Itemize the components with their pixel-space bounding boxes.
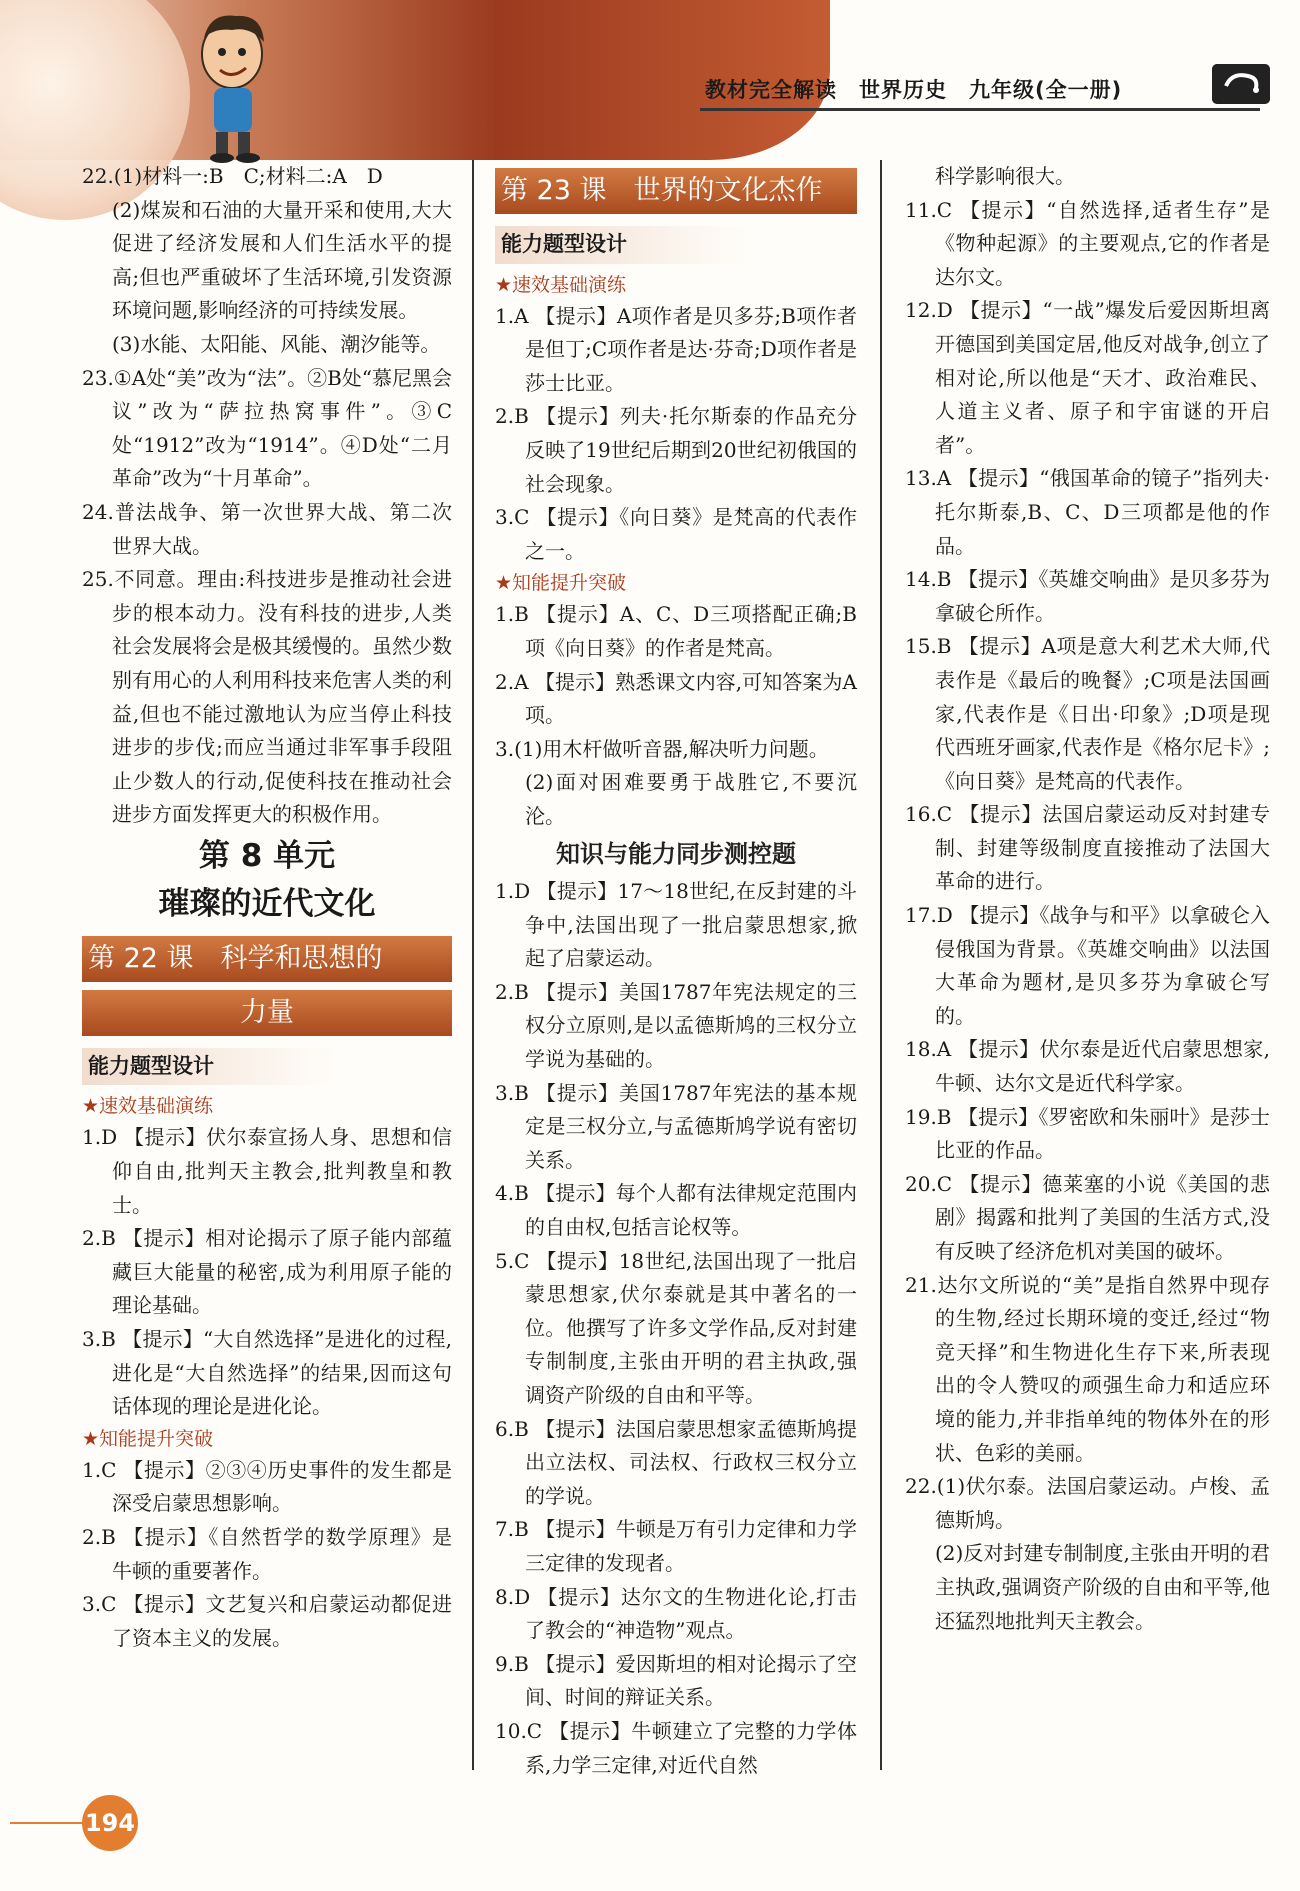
answer-item: 1.B 【提示】A、C、D三项搭配正确;B项《向日葵》的作者是梵高。 — [495, 602, 857, 660]
page-number: 194 — [82, 1795, 138, 1851]
answer-item: 1.D 【提示】伏尔泰宣扬人身、思想和信仰自由,批判天主教会,批判教皇和教士。 — [82, 1125, 452, 1217]
answer-item: 22.(1)材料一:B C;材料二:A D — [82, 164, 383, 188]
publisher-logo-icon — [1212, 64, 1270, 104]
answer-item: 17.D 【提示】《战争与和平》以拿破仑入侵俄国为背景。《英雄交响曲》以法国大革命为题材,是贝多芬为拿破仑写的。 — [905, 903, 1270, 1028]
answer-item: 19.B 【提示】《罗密欧和朱丽叶》是莎士比亚的作品。 — [905, 1104, 1270, 1163]
answer-item: 16.C 【提示】法国启蒙运动反对封建专制、封建等级制度直接推动了法国大革命的进行。 — [905, 802, 1270, 894]
answer-item: 10.C 【提示】牛顿建立了完整的力学体系,力学三定律,对近代自然 — [495, 1718, 857, 1777]
answer-item: 2.B 【提示】相对论揭示了原子能内部蕴藏巨大能量的秘密,成为利用原子能的理论基础。 — [82, 1226, 452, 1318]
header-title: 教材完全解读 世界历史 九年级(全一册) — [705, 78, 1123, 102]
answer-item: 13.A 【提示】“俄国革命的镜子”指列夫·托尔斯泰,B、C、D三项都是他的作品。 — [905, 466, 1270, 558]
column-divider — [880, 160, 882, 1770]
answer-item: 1.D 【提示】17～18世纪,在反封建的斗争中,法国出现了一批启蒙思想家,掀起了启蒙运动。 — [495, 879, 857, 971]
answer-item: 2.A 【提示】熟悉课文内容,可知答案为A项。 — [495, 669, 857, 728]
lesson-title: 第 23 课 世界的文化杰作 — [495, 168, 857, 214]
answer-item: 3.B 【提示】美国1787年宪法的基本规定是三权分立,与孟德斯鸠学说有密切关系。 — [495, 1080, 857, 1172]
subsection-heading: ★知能提升突破 — [82, 1427, 214, 1450]
answer-item: 25.不同意。理由:科技进步是推动社会进步的根本动力。没有科技的进步,人类社会发展将会是极其缓慢的。虽然少数别有用心的人利用科技来危害人类的利益,但也不能过激地认为应当停止科技进步的步伐;而应当通过非军事手段阻止少数人的行动,促使科技在推动社会进步方面发挥更大的积极作用。 — [82, 567, 452, 827]
answer-continuation: 科学影响很大。 — [935, 164, 1075, 188]
answer-item: 12.D 【提示】“一战”爆发后爱因斯坦离开德国到美国定居,他反对战争,创立了相对论,所以他是“天才、政治难民、人道主义者、原子和宇宙谜的开启者”。 — [905, 298, 1270, 457]
answer-item: 5.C 【提示】18世纪,法国出现了一批启蒙思想家,伏尔泰就是其中著名的一位。他撰写了许多文学作品,反对封建专制制度,主张由开明的君主执政,强调资产阶级的自由和平等。 — [495, 1248, 857, 1407]
subsection-heading: ★速效基础演练 — [82, 1095, 214, 1118]
answer-item: 3.C 【提示】《向日葵》是梵高的代表作之一。 — [495, 505, 857, 563]
column-divider — [472, 160, 474, 1770]
answer-item: 9.B 【提示】爱因斯坦的相对论揭示了空间、时间的辩证关系。 — [495, 1651, 857, 1710]
subsection-heading: ★速效基础演练 — [495, 273, 627, 296]
answer-item: 3.(1)用木杆做听音器,解决听力问题。 — [495, 736, 829, 761]
answer-continuation: (2)面对困难要勇于战胜它,不要沉沦。 — [525, 770, 857, 828]
answer-item: 15.B 【提示】A项是意大利艺术大师,代表作是《最后的晚餐》;C项是法国画家,代表作是《日出·印象》;D项是现代西班牙画家,代表作是《格尔尼卡》;《向日葵》是梵高的代表作。 — [905, 634, 1270, 793]
answer-item: 24.普法战争、第一次世界大战、第二次世界大战。 — [82, 499, 452, 558]
answer-item: 8.D 【提示】达尔文的生物进化论,打击了教会的“神造物”观点。 — [495, 1584, 857, 1643]
section-heading: 能力题型设计 — [82, 1048, 334, 1086]
answer-item: 3.B 【提示】“大自然选择”是进化的过程,进化是“大自然选择”的结果,因而这句话体现的理论是进化论。 — [82, 1327, 452, 1419]
answer-item: 20.C 【提示】德莱塞的小说《美国的悲剧》揭露和批判了美国的生活方式,没有反映了经济危机对美国的破坏。 — [905, 1171, 1270, 1263]
answer-item: 4.B 【提示】每个人都有法律规定范围内的自由权,包括言论权等。 — [495, 1181, 857, 1240]
answer-item: 7.B 【提示】牛顿是万有引力定律和力学三定律的发现者。 — [495, 1517, 857, 1575]
answer-item: 1.A 【提示】A项作者是贝多芬;B项作者是但丁;C项作者是达·芬奇;D项作者是莎士比亚。 — [495, 303, 857, 395]
answer-item: 21.达尔文所说的“美”是指自然界中现存的生物,经过长期环境的变迁,经过“物竞天择”和生物进化生存下来,所表现出的令人赞叹的顽强生命力和适应环境的能力,并非指单纯的物体外在的形状、色彩的美丽。 — [905, 1272, 1270, 1465]
answer-column-middle — [495, 160, 857, 1782]
section-heading: 能力题型设计 — [495, 226, 747, 264]
unit-title: 第 8 单元 — [198, 837, 336, 874]
page-number-line — [10, 1822, 90, 1824]
answer-item: 3.C 【提示】文艺复兴和启蒙运动都促进了资本主义的发展。 — [82, 1592, 452, 1650]
answer-item: 1.C 【提示】②③④历史事件的发生都是深受启蒙思想影响。 — [82, 1457, 452, 1516]
lesson-title-continued: 力量 — [82, 990, 452, 1036]
answer-item: 11.C 【提示】“自然选择,适者生存”是《物种起源》的主要观点,它的作者是达尔文。 — [905, 197, 1270, 289]
answer-column-right — [905, 160, 1270, 1638]
section-heading-center: 知识与能力同步测控题 — [556, 839, 796, 868]
answer-item: 2.B 【提示】列夫·托尔斯泰的作品充分反映了19世纪后期到20世纪初俄国的社会现象。 — [495, 404, 857, 496]
answer-item: 22.(1)伏尔泰。法国启蒙运动。卢梭、孟德斯鸠。 — [905, 1474, 1270, 1532]
answer-item: 2.B 【提示】《自然哲学的数学原理》是牛顿的重要著作。 — [82, 1525, 452, 1583]
answer-continuation: (3)水能、太阳能、风能、潮汐能等。 — [112, 331, 441, 356]
answer-item: 6.B 【提示】法国启蒙思想家孟德斯鸠提出立法权、司法权、行政权三权分立的学说。 — [495, 1416, 857, 1508]
subsection-heading: ★知能提升突破 — [495, 572, 627, 595]
answer-item: 2.B 【提示】美国1787年宪法规定的三权分立原则,是以孟德斯鸠的三权分立学说为基础的。 — [495, 979, 857, 1072]
unit-title: 璀璨的近代文化 — [158, 885, 376, 922]
lesson-title: 第 22 课 科学和思想的 — [82, 936, 452, 982]
answer-column-left — [82, 160, 452, 1655]
answer-continuation: (2)煤炭和石油的大量开采和使用,大大促进了经济发展和人们生活水平的提高;但也严重破坏了生活环境,引发资源环境问题,影响经济的可持续发展。 — [112, 197, 452, 323]
answer-item: 18.A 【提示】伏尔泰是近代启蒙思想家,牛顿、达尔文是近代科学家。 — [905, 1037, 1270, 1096]
answer-item: 14.B 【提示】《英雄交响曲》是贝多芬为拿破仑所作。 — [905, 567, 1270, 625]
answer-continuation: (2)反对封建专制制度,主张由开明的君主执政,强调资产阶级的自由和平等,他还猛烈地批判天主教会。 — [935, 1541, 1270, 1633]
answer-item: 23.①A处“美”改为“法”。②B处“慕尼黑会议”改为“萨拉热窝事件”。③C处“1912”改为“1914”。④D处“二月革命”改为“十月革命”。 — [82, 365, 452, 491]
mascot-icon — [170, 6, 290, 166]
